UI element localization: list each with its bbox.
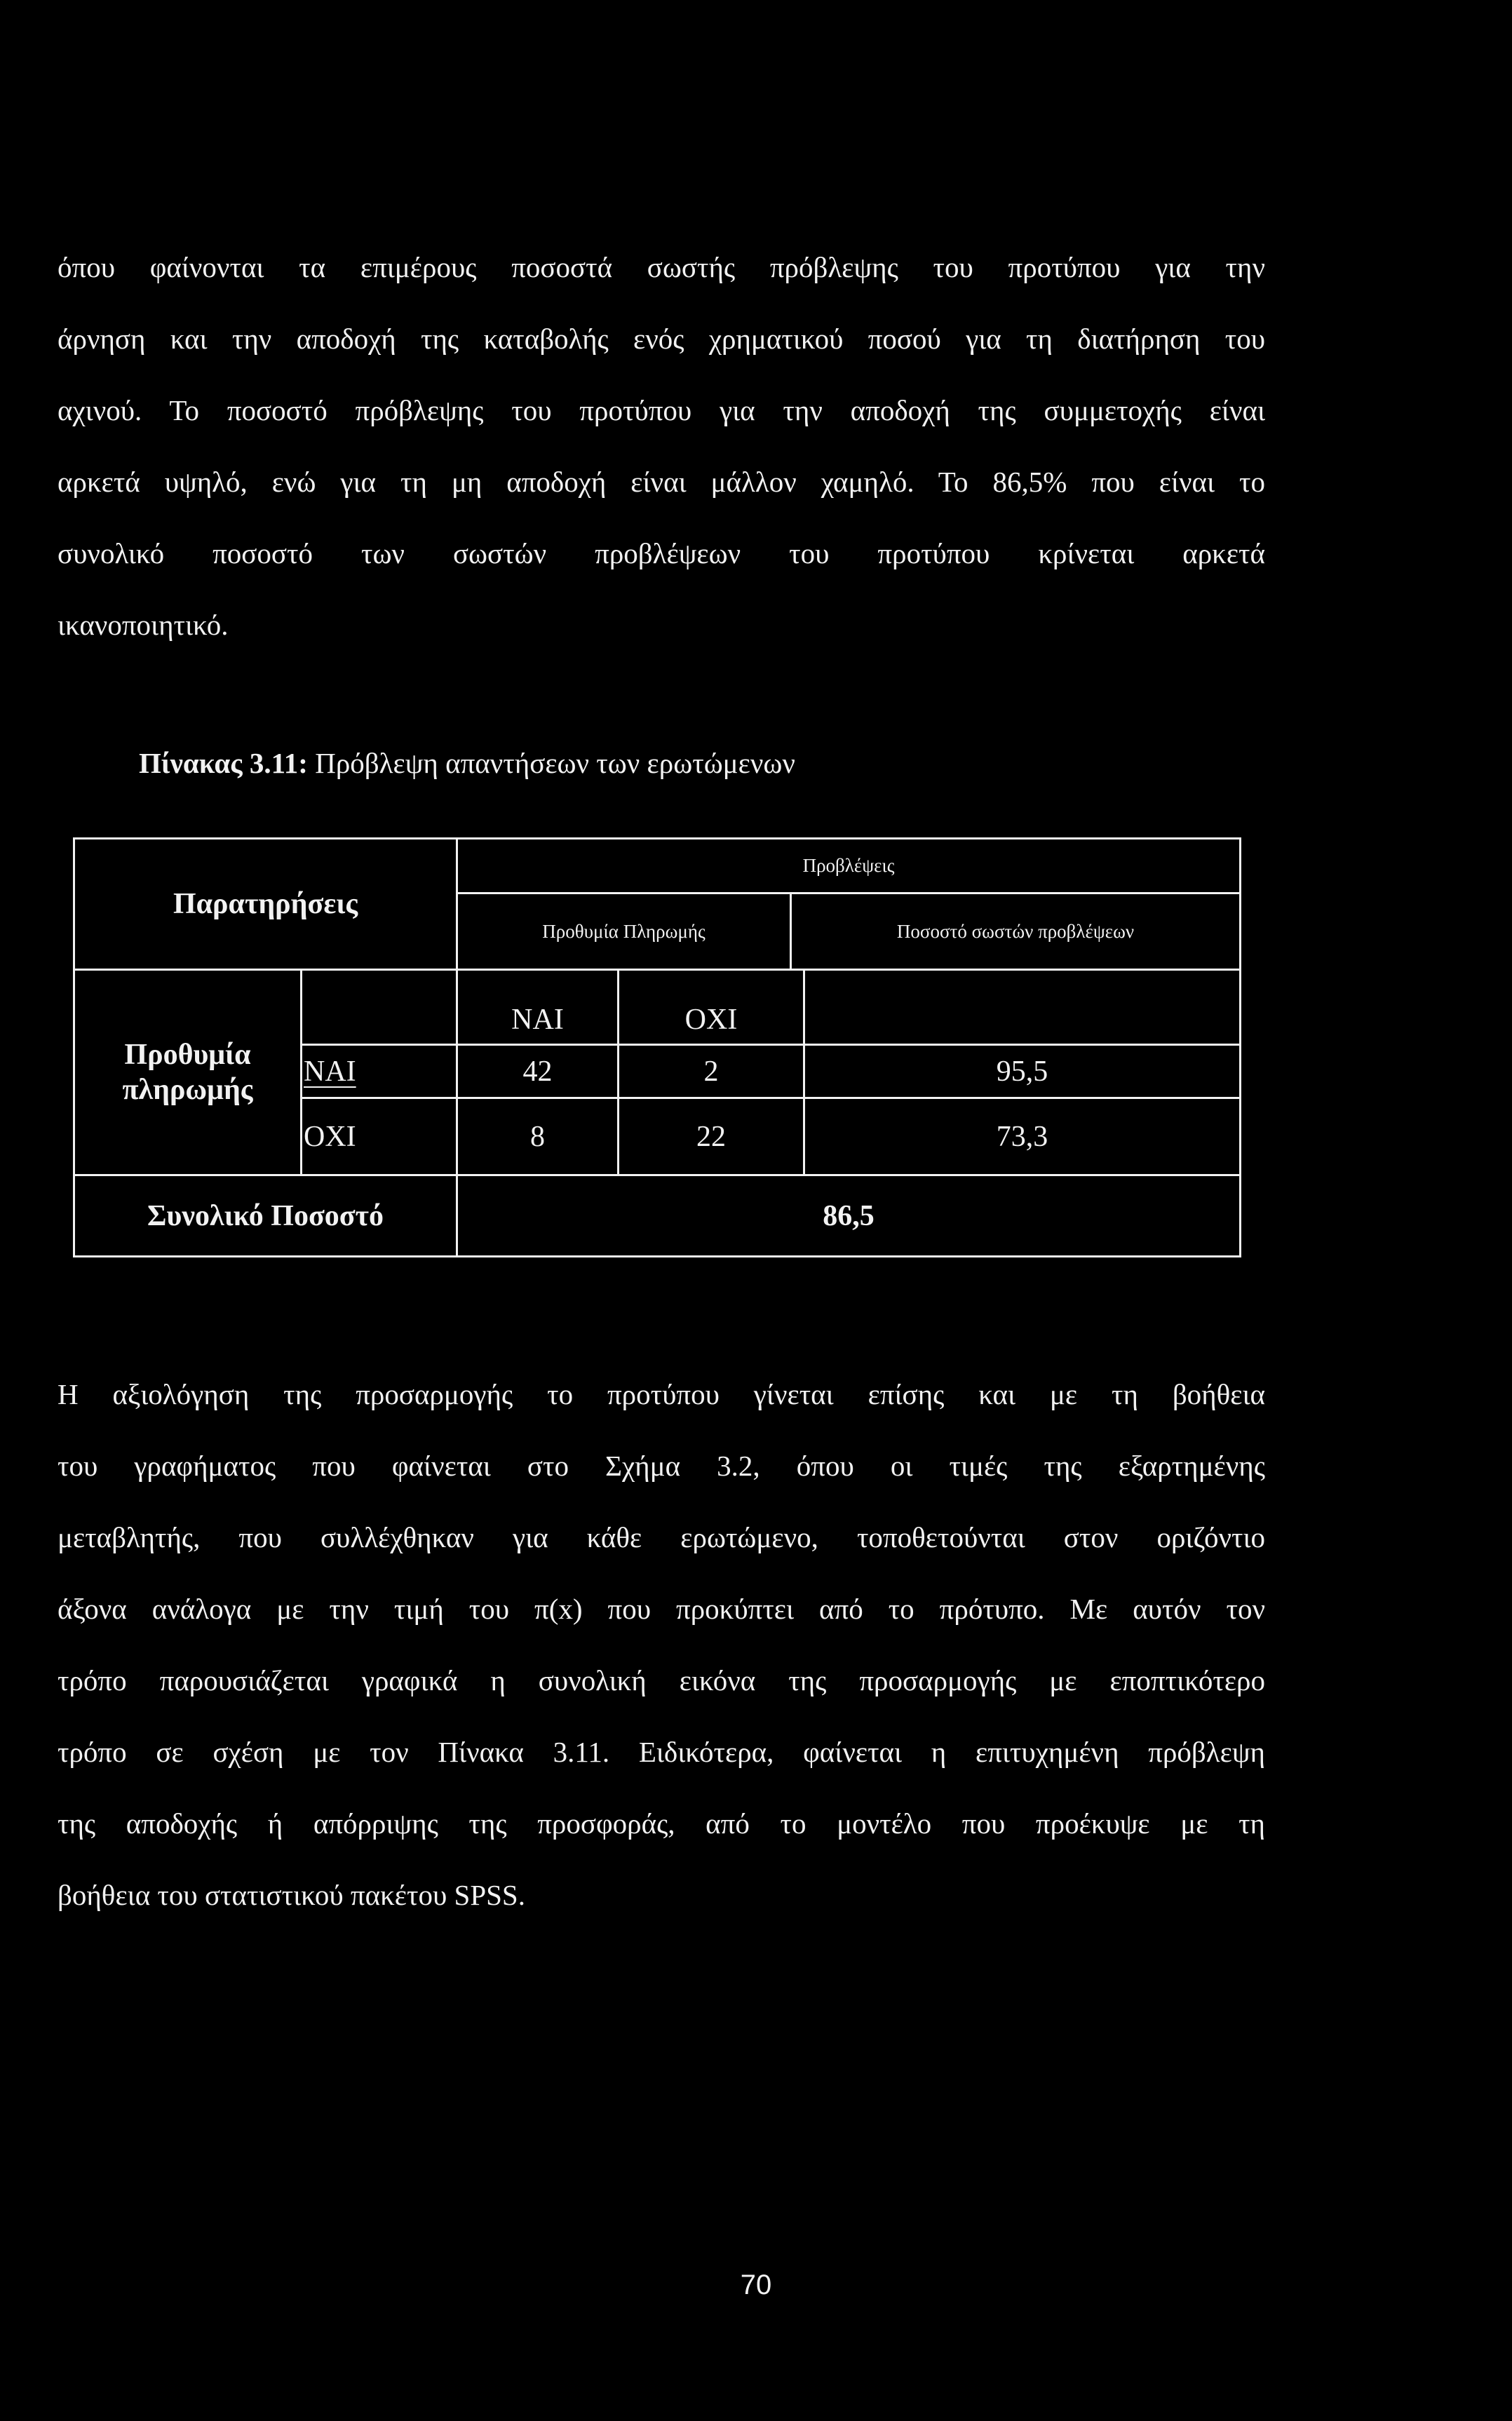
table-caption-text: Πρόβλεψη απαντήσεων των ερωτώμενων [307,747,795,779]
paragraph-line: της αποδοχής ή απόρριψης της προσφοράς, από το μοντέλο που προέκυψε με τη [58,1807,1265,1840]
table-caption-label: Πίνακας 3.11: [139,747,308,779]
table-border [456,892,1241,894]
table-border [803,969,805,1175]
table-border [456,969,458,1257]
paragraph-line: μεταβλητής, που συλλέχθηκαν για κάθε ερωτώμενο, τοποθετούνται στον οριζόντιο [58,1521,1265,1553]
table-border [73,1255,1241,1257]
table-border [1239,837,1241,1257]
paragraph-line: αρκετά υψηλό, ενώ για τη μη αποδοχή είναι μάλλον χαμηλό. Το 86,5% που είναι το [58,466,1265,498]
row-label-yes [302,1046,457,1097]
row-group-label-line: πληρωμής [122,1074,253,1106]
table-border [300,969,302,1175]
paragraph-line: βοήθεια του στατιστικού πακέτου SPSS. [58,1879,525,1911]
paragraph-line: του γραφήματος που φαίνεται στο Σχήμα 3.2, όπου οι τιμές της εξαρτημένης [58,1450,1265,1482]
table-border [617,969,619,1175]
row-label-text: ΝΑΙ [304,1055,356,1088]
table-border [456,837,458,970]
paragraph-2 [58,1358,1265,1931]
paragraph-line: Η αξιολόγηση της προσαρμογής το προτύπου γίνεται επίσης και με τη βοήθεια [58,1378,1265,1410]
paragraph-line: άξονα ανάλογα με την τιμή του π(x) που προκύπτει από το πρότυπο. Με αυτόν τον [58,1593,1265,1625]
table-border [300,1044,1241,1046]
total-label: Συνολικό Ποσοστό [147,1199,384,1232]
table-cell: 95,5 [996,1055,1048,1088]
observations-header: Παρατηρήσεις [173,888,358,920]
predictions-header: Προβλέψεις [802,855,895,876]
total-value: 86,5 [823,1199,875,1232]
table-border [790,892,792,970]
paragraph-line: συνολικό ποσοστό των σωστών προβλέψεων του προτύπου κρίνεται αρκετά [58,537,1265,569]
table-cell: 42 [522,1055,553,1088]
row-group-label [75,971,300,1174]
table-cell: 8 [530,1120,545,1153]
paragraph-line: τρόπο σε σχέση με τον Πίνακα 3.11. Ειδικότερα, φαίνεται η επιτυχημένη πρόβλεψη [58,1736,1265,1768]
paragraph-line: τρόπο παρουσιάζεται γραφικά η συνολική εικόνα της προσαρμογής με εποπτικότερο [58,1664,1265,1697]
row-group-label-line: Προθυμία [124,1039,251,1071]
table-cell: 2 [703,1055,719,1088]
page-number: 70 [740,2270,772,2300]
col-no-header: ΟΧΙ [684,1004,738,1036]
payment-willingness-header: Προθυμία Πληρωμής [542,920,706,942]
paragraph-line: αχινού. Το ποσοστό πρόβλεψης του προτύπου για την αποδοχή της συμμετοχής είναι [58,394,1265,426]
table-border [73,1174,1241,1176]
table-border [73,969,1241,971]
table-border [73,837,75,1257]
paragraph-line: άρνηση και την αποδοχή της καταβολής ενός χρηματικού ποσού για τη διατήρηση του [58,323,1265,355]
paragraph-line: ικανοποιητικό. [58,609,229,641]
correct-percentage-header: Ποσοστό σωστών προβλέψεων [896,920,1135,942]
table-border [300,1097,1241,1099]
table-caption [139,742,795,784]
table-cell: 73,3 [996,1120,1048,1153]
paragraph-line: όπου φαίνονται τα επιμέρους ποσοστά σωστής πρόβλεψης του προτύπου για την [58,251,1265,283]
table-cell: 22 [696,1120,726,1153]
col-yes-header: ΝΑΙ [511,1004,564,1036]
paragraph-1 [58,231,1265,661]
row-label-no: ΟΧΙ [304,1120,356,1153]
table-border [73,837,1241,839]
